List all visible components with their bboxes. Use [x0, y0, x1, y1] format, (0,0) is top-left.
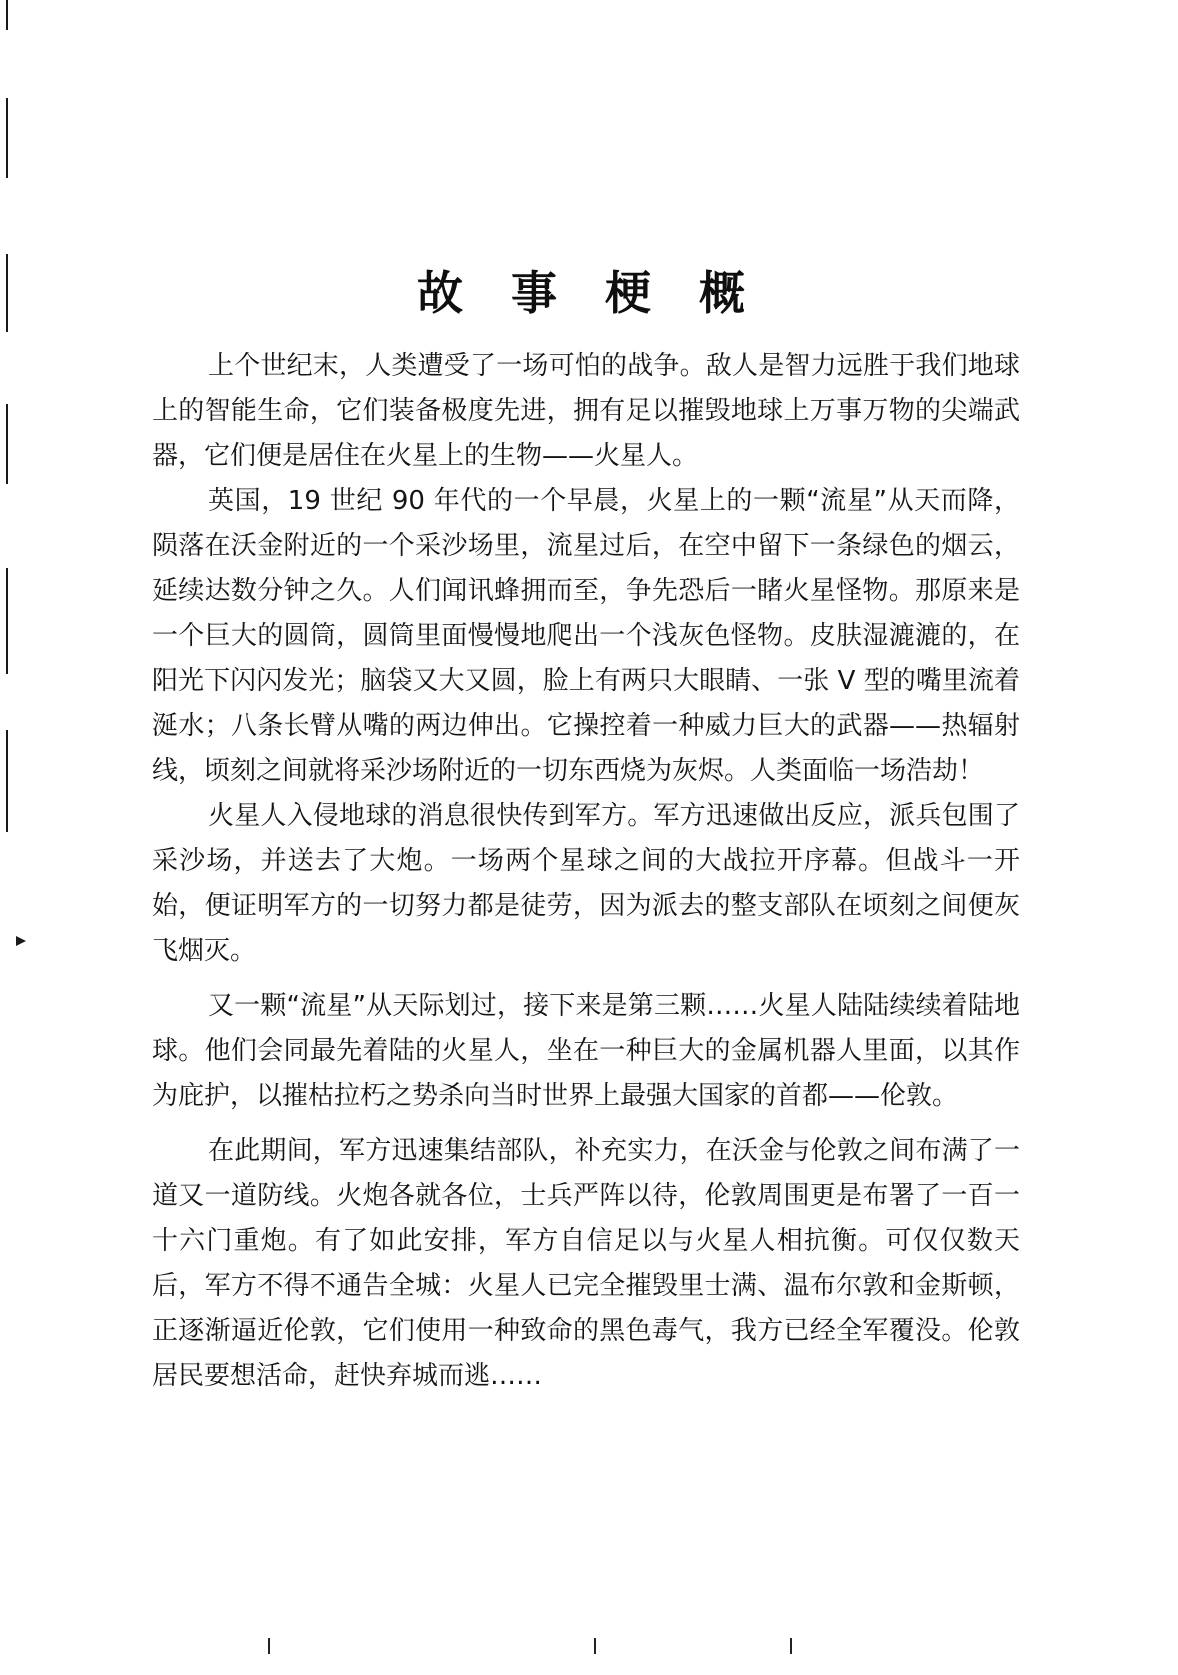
- paragraph: 又一颗“流星”从天际划过，接下来是第三颗……火星人陆陆续续着陆地球。他们会同最先着陆的火星人，坐在一种巨大的金属机器人里面，以其作为庇护，以摧枯拉朽之势杀向当时世界上最强大国家的首都——伦敦。: [152, 991, 1020, 1111]
- paragraph: 火星人入侵地球的消息很快传到军方。军方迅速做出反应，派兵包围了采沙场，并送去了大炮。一场两个星球之间的大战拉开序幕。但战斗一开始，便证明军方的一切努力都是徒劳，因为派去的整支部队在顷刻之间便灰飞烟灭。: [152, 801, 1020, 966]
- scan-footer-mark: [790, 1638, 792, 1654]
- scan-footer-mark: [594, 1638, 596, 1654]
- page-title: 故 事 梗 概: [416, 265, 762, 320]
- scan-margin-mark: [6, 568, 8, 674]
- scan-margin-mark: [6, 98, 8, 178]
- scan-margin-mark: [6, 0, 8, 30]
- scan-margin-mark: [6, 404, 8, 484]
- story-synopsis: [152, 344, 1020, 1399]
- scan-footer-mark: [268, 1638, 270, 1654]
- margin-arrow-icon: [16, 936, 26, 946]
- scan-margin-mark: [6, 730, 8, 832]
- paragraph: 在此期间，军方迅速集结部队，补充实力，在沃金与伦敦之间布满了一道又一道防线。火炮各就各位，士兵严阵以待，伦敦周围更是布署了一百一十六门重炮。有了如此安排，军方自信足以与火星人相抗衡。可仅仅数天后，军方不得不通告全城：火星人已完全摧毁里士满、温布尔敦和金斯顿，正逐渐逼近伦敦，它们使用一种致命的黑色毒气，我方已经全军覆没。伦敦居民要想活命，赶快弃城而逃……: [152, 1136, 1020, 1391]
- paragraph: 上个世纪末，人类遭受了一场可怕的战争。敌人是智力远胜于我们地球上的智能生命，它们装备极度先进，拥有足以摧毁地球上万事万物的尖端武器，它们便是居住在火星上的生物——火星人。: [152, 351, 1020, 471]
- paragraph: 英国，19 世纪 90 年代的一个早晨，火星上的一颗“流星”从天而降，陨落在沃金附近的一个采沙场里，流星过后，在空中留下一条绿色的烟云，延续达数分钟之久。人们闻讯蜂拥而至，争先恐后一睹火星怪物。那原来是一个巨大的圆筒，圆筒里面慢慢地爬出一个浅灰色怪物。皮肤湿漉漉的，在阳光下闪闪发光；脑袋又大又圆，脸上有两只大眼睛、一张 V 型的嘴里流着涎水；八条长臂从嘴的两边伸出。它操控着一种威力巨大的武器——热辐射线，顷刻之间就将采沙场附近的一切东西烧为灰烬。人类面临一场浩劫！: [152, 486, 1020, 786]
